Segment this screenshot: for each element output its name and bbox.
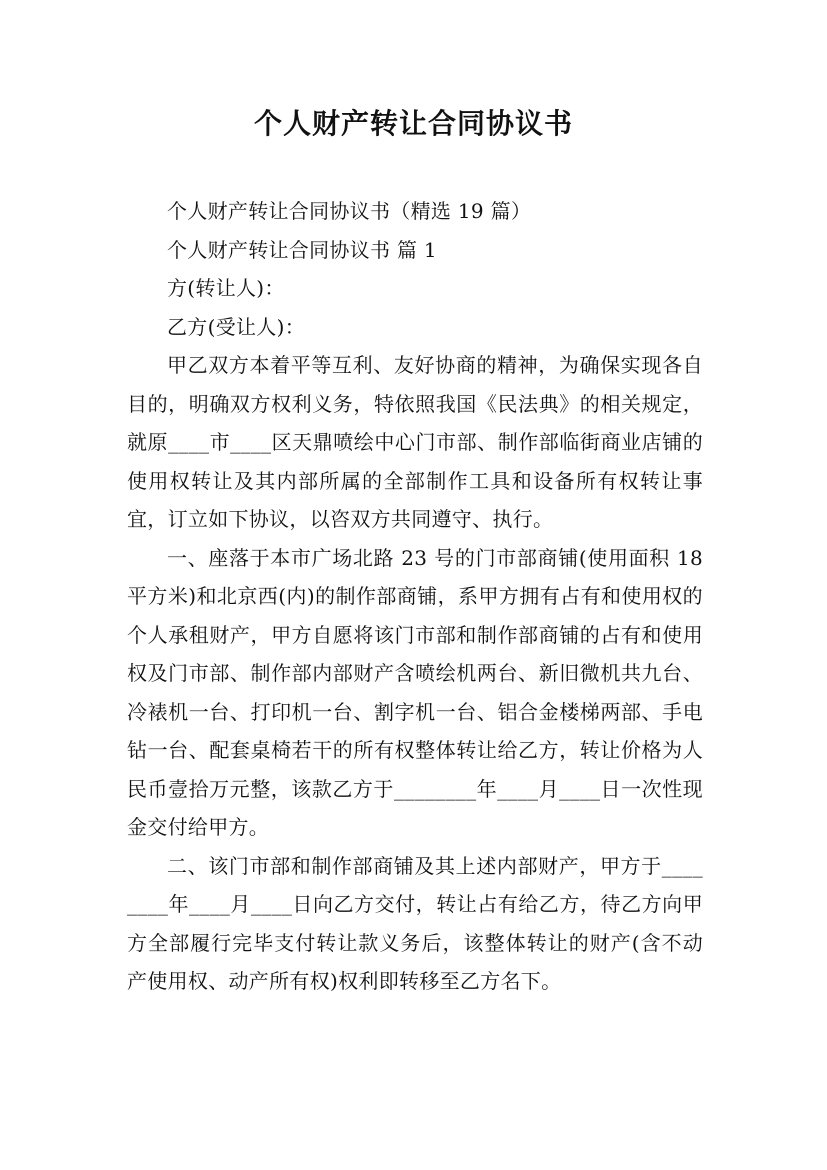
paragraph-subtitle: 个人财产转让合同协议书（精选 19 篇） <box>167 199 532 223</box>
paragraph-clause-2: 二、该门市部和制作部商铺及其上述内部财产，甲方于________年____月____日向乙方交付，转让占有给乙方，待乙方向甲方全部履行完毕支付转让款义务后，该整体转让的财产(含不动产使用权、动产所有权)权利即转移至乙方名下。 <box>127 853 703 993</box>
paragraph-clause-1: 一、座落于本市广场北路 23 号的门市部商铺(使用面积 18 平方米)和北京西(内)的制作部商铺，系甲方拥有占有和使用权的个人承租财产，甲方自愿将该门市部和制作部商铺的占有和使用权及门市部、制作部内部财产含喷绘机两台、新旧微机共九台、冷裱机一台、打印机一台、割字机一台、铝合金楼梯两部、手电钻一台、配套桌椅若干的所有权整体转让给乙方，转让价格为人民币壹拾万元整，该款乙方于________年____月____日一次性现金交付给甲方。 <box>127 545 703 839</box>
document-body <box>127 192 703 1001</box>
paragraph-preamble: 甲乙双方本着平等互利、友好协商的精神，为确保实现各自目的，明确双方权利义务，特依照我国《民法典》的相关规定，就原____市____区天鼎喷绘中心门市部、制作部临街商业店铺的使用权转让及其内部所属的全部制作工具和设备所有权转让事宜，订立如下协议，以咨双方共同遵守、执行。 <box>127 353 703 531</box>
paragraph-party-a: 方(转让人)： <box>167 276 285 300</box>
paragraph-section-heading: 个人财产转让合同协议书 篇 1 <box>167 237 437 262</box>
paragraph-party-b: 乙方(受让人)： <box>167 314 306 339</box>
document-title: 个人财产转让合同协议书 <box>253 107 573 140</box>
